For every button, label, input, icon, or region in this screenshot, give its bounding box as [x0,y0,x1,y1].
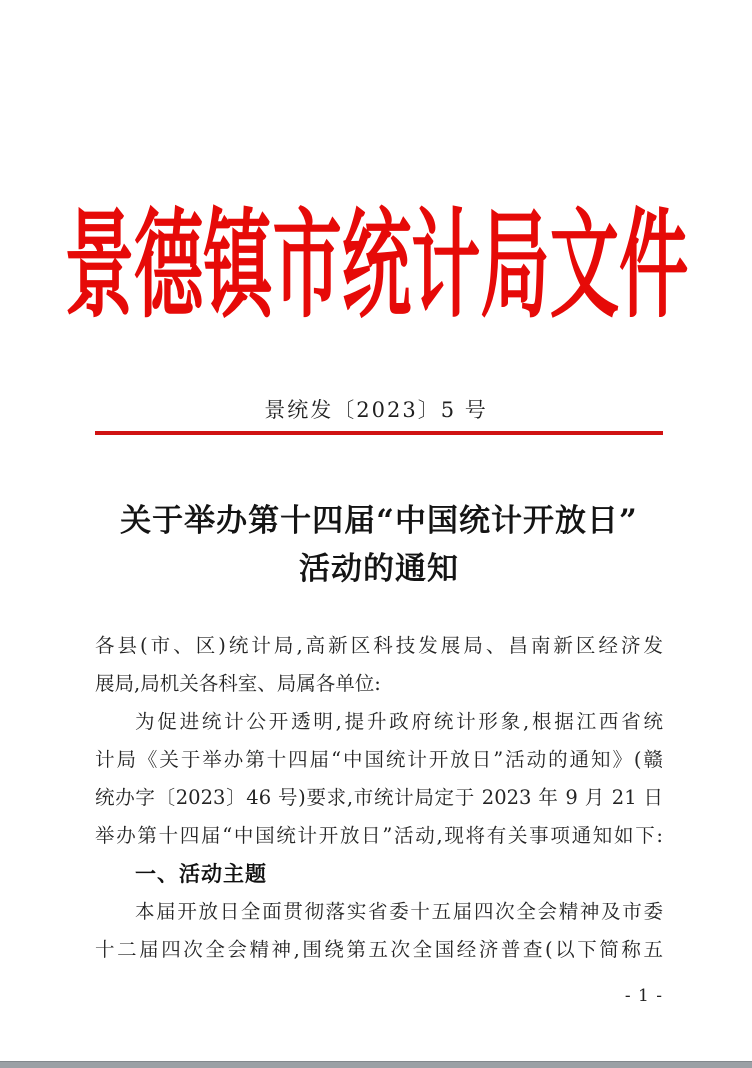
body-text-line: 为促进统计公开透明,提升政府统计形象,根据江西省统 [135,710,663,733]
body-text-line: 计局《关于举办第十四届“中国统计开放日”活动的通知》(赣 [95,748,663,771]
section-heading: 一、活动主题 [135,862,267,886]
document-body [95,627,663,969]
document-header-banner [0,194,752,334]
body-text-line: 本届开放日全面贯彻落实省委十五届四次全会精神及市委 [135,900,663,923]
body-text-line: 十二届四次全会精神,围绕第五次全国经济普查(以下简称五 [95,938,663,961]
body-text-line: 展局,局机关各科室、局属各单位: [95,672,381,695]
body-text-line: 各县(市、区)统计局,高新区科技发展局、昌南新区经济发 [95,634,663,657]
document-reference-number: 景统发〔2023〕5 号 [264,398,488,422]
document-title [95,497,663,593]
body-text-line: 举办第十四届“中国统计开放日”活动,现将有关事项通知如下: [95,824,663,847]
document-title-line1: 关于举办第十四届“中国统计开放日” [120,503,638,539]
red-separator-line [95,431,663,435]
page-number: - 1 - [624,986,663,1006]
page-bottom-edge [0,1061,752,1068]
document-title-line2: 活动的通知 [299,551,459,587]
body-text-line: 统办字〔2023〕46 号)要求,市统计局定于 2023 年 9 月 21 日 [95,786,663,809]
issuing-agency-title: 景德镇市统计局文件 [64,194,688,334]
